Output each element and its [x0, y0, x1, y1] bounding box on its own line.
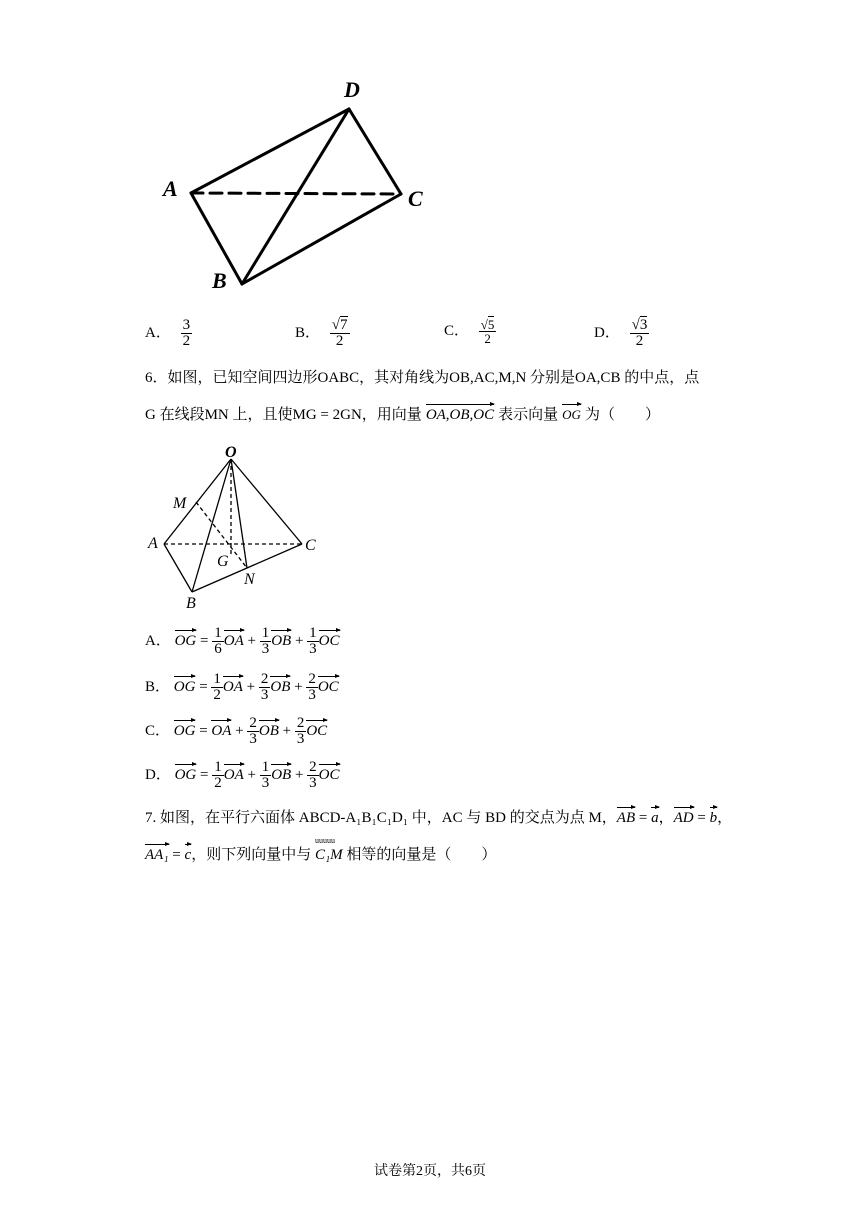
label-d: D	[344, 77, 360, 102]
tetrahedron-figure	[140, 440, 330, 615]
label-n: N	[244, 571, 255, 588]
page-footer: 试卷第2页，共6页	[374, 1164, 486, 1179]
label-a: A	[163, 176, 178, 201]
label-b: B	[186, 595, 196, 612]
label-a: A	[148, 535, 158, 552]
q5-option-d: D． $\frac{√3}{2}$	[594, 317, 648, 349]
q6-option-a: A． OG = $\frac{1}{6}$ OA + $\frac{1}{3}$ OB + $\frac{1}{3}$ OC	[145, 625, 340, 657]
q5-option-c: C． $\frac{√5}{2}$	[444, 317, 495, 346]
q6-option-c: C． OG = OA + $\frac{2}{3}$ OB + $\frac{2}{3}$ OC	[145, 715, 328, 747]
label-g: G	[217, 553, 229, 570]
q6-line1: 6．如图，已知空间四边形OABC，其对角线为OB,AC,M,N 分别是OA,CB 的中点，点	[145, 370, 700, 386]
label-c: C	[408, 186, 423, 211]
quadrilateral-figure	[150, 72, 440, 297]
label-c: C	[305, 537, 316, 554]
q6-option-d: D． OG = $\frac{1}{2}$ OA + $\frac{1}{3}$ OB + $\frac{2}{3}$ OC	[145, 759, 340, 791]
q5-option-a: A． $\frac{3}{2}$	[145, 317, 191, 349]
q6-option-b: B． OG = $\frac{1}{2}$ OA + $\frac{2}{3}$ OB + $\frac{2}{3}$ OC	[145, 671, 339, 703]
label-b: B	[212, 268, 227, 293]
label-m: M	[173, 495, 187, 512]
label-o: O	[225, 444, 237, 461]
q6-line2: G 在线段MN 上，且使MG = 2GN，用向量 OA,OB,OC 表示向量 OG 为（ ）	[145, 401, 660, 424]
q7-line2: AA₁ = c，则下列向量中与 uuuuu C₁M 相等的向量是（ ）	[145, 836, 497, 863]
q5-option-b: B． $\frac{√7}{2}$	[295, 317, 348, 349]
q7-line1: 7. 如图，在平行六面体 ABCD-A₁B₁C₁D₁ 中，AC 与 BD 的交点为点 M， AB = a， AD = b，	[145, 804, 732, 827]
